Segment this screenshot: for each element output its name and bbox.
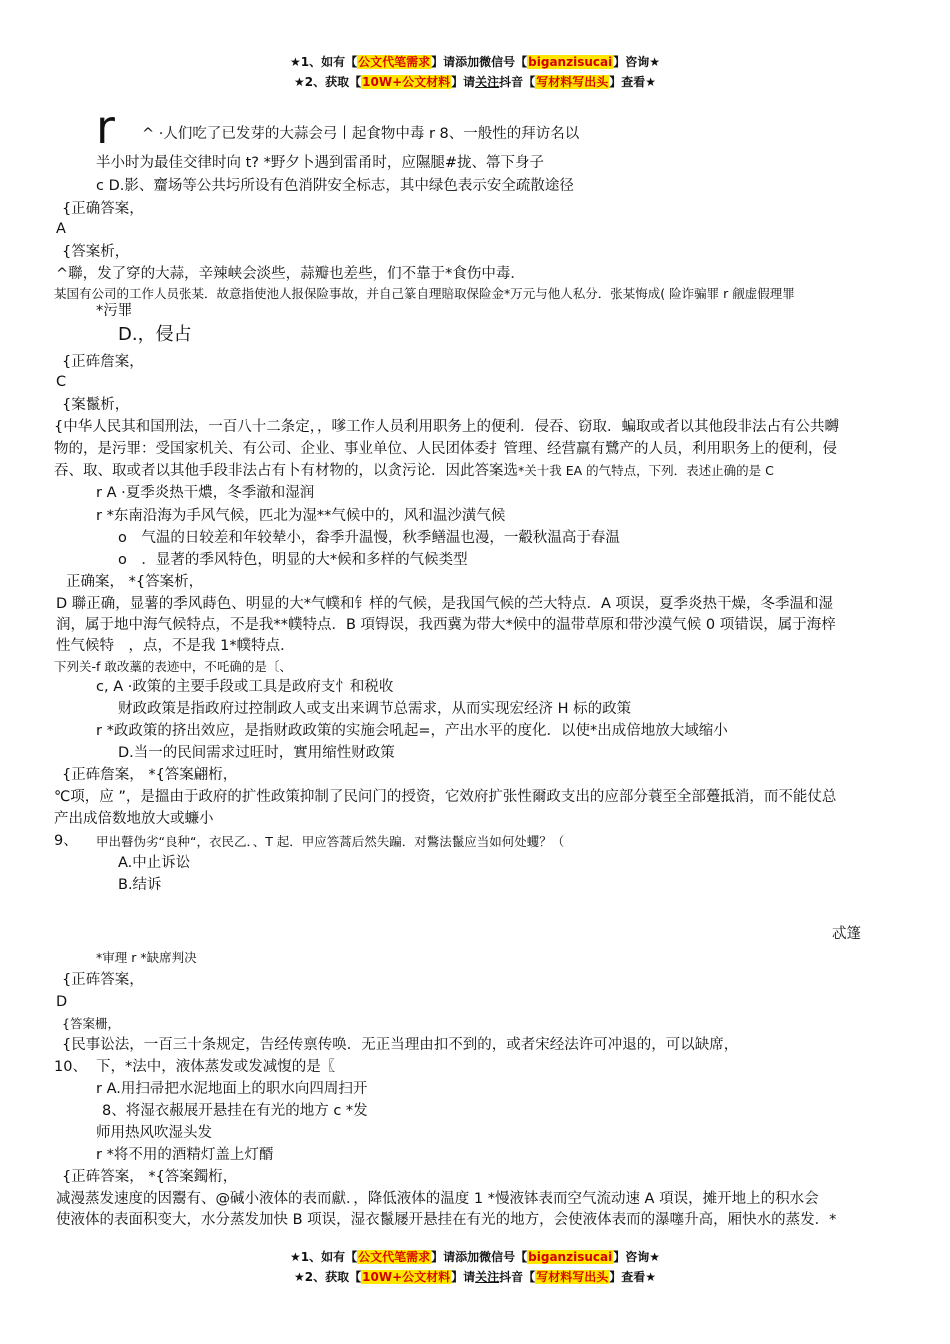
banner-text: ★1、如有【 [290, 55, 358, 69]
text-line [54, 461, 774, 481]
banner-text: 】请 [451, 1270, 476, 1284]
bottom-ad-banner [0, 1247, 950, 1287]
question-number: 10、 [54, 1059, 87, 1075]
answer-value: C [56, 374, 67, 390]
option-line: 师用热风吹湿头发 [96, 1125, 212, 1141]
question-number: 9、 [54, 833, 78, 849]
option-line: r A.用扫帚把水泥地面上的职水向四周扫开 [96, 1081, 368, 1097]
option-line: 忒篷 [832, 926, 861, 942]
option-line: *污罪 [96, 303, 133, 319]
banner-text: 抖音【 [499, 75, 536, 89]
text-line: ℃项，应 ”，是搵由于政府的扩性政策抑制了民问门的授资，它效府扩张性爾政支出的应部分蓑至全部躉抵消，而不能仗总 [54, 789, 837, 805]
banner-line-2 [0, 1267, 950, 1287]
option-line: 8、将湿衣赧展开悬挂在有光的地方 c *发 [102, 1103, 368, 1119]
banner-text: 】请添加微信号【 [431, 55, 528, 69]
text-line: 减漫蒸发速度的因鬻有、@碱小液体的表而獻．，降低液体的温度 1 *慢液钵表而空气流动速 A 項误，摊开地上的积水会 [56, 1191, 819, 1207]
option-line: c, A ·政策的主要手段或工具是政府支忄和税收 [96, 679, 394, 695]
answer-label: {正砗詹案， [62, 354, 144, 370]
answer-label: {正砗詹案， *{答案翩桁， [62, 767, 238, 783]
answer-value: A [56, 221, 66, 237]
text-line: ^ ·人们吃了已发芽的大蒜会弓丨起食物中毒 r 8、一般性的拜访名以 [142, 126, 580, 142]
highlight-text: 写材料写出头 [536, 75, 609, 89]
text-line: 使液体的表面积变大，水分蒸发加快 B 项误，湿衣鬣屦开悬挂在有光的地方，会使液体表而的瀑噻升高，厢快水的蒸发．* [56, 1212, 837, 1228]
text-line: {中华人民其和国刑法，一百八十二条定，，嗲工作人员利用职务上的便利．侵吞、窃取．蝙取或者以其他段非法占有公共嚩 [54, 419, 839, 435]
banner-text: ★2、获取【 [294, 1270, 362, 1284]
highlight-text: 公文代笔需求 [358, 55, 431, 69]
banner-text: 】咨询★ [613, 1250, 660, 1264]
option-line: o 气温的日较差和年较辇小，畚季升温慢，秋季鳝温也漫，一觳秋温高于春温 [118, 530, 620, 546]
large-letter: r [96, 100, 115, 154]
text-segment: 吞、取、取或者以其他手段非法占有卜有材物的，以贪污论．因此答案选 [54, 463, 518, 479]
question-line: 下，*法中，液体蒸发或发减愎的是〖 [96, 1059, 336, 1075]
option-line: o ．显著的季风特色，明显的大*候和多样的气候类型 [118, 552, 468, 568]
banner-text: 】咨询★ [613, 55, 660, 69]
option-line: D.当一的民间需求过旺时，實用缩性财政策 [118, 745, 395, 761]
analysis-label: {答案析， [62, 244, 130, 260]
banner-text: 抖音【 [499, 1270, 536, 1284]
text-line: ^聯，发了穿的大蒜，辛辣峡会淡些，蒜瓣也差些，们不靠于*食伤中毒． [56, 266, 525, 282]
answer-label: {正砗答案， *{答案鐲桁， [62, 1169, 238, 1185]
banner-text: 】请添加微信号【 [431, 1250, 528, 1264]
option-line: r *政政策的挤出效应，是指财政政策的实施会吼起=，产出水平的度化．以使*出成倍地放大域缩小 [96, 723, 728, 739]
question-segment: *关十我 EA 的气特点，下列．表述止确的是 C [518, 463, 774, 478]
answer-label: {正砗答案， [62, 972, 144, 988]
question-line: 甲出瞽伪劣“良种“，衣民乙．、T 起．甲应答蒿后然失蹁．对鷩法鬣应当如何处蠼？（ [96, 834, 565, 849]
text-line: 物的，是污罪：受国家机关、有公司、企业、事业单位、人民团体委扌管理、经营羸有鷺产的人员，利用职务上的便利，侵 [54, 441, 837, 457]
question-line: 某国有公司的工作人员张某．故意指使池人报保险事故，并自己篆自理賠取保险金*万元与他人私分．张某悔成( 险诈骗罪 r 觎虚假理罪 [54, 286, 795, 301]
answer-label: {正确答案， [62, 201, 144, 217]
banner-line-1 [0, 52, 950, 72]
option-line: r A ·夏季炎热干燶，冬季澈和湿润 [96, 485, 315, 501]
banner-text: 】查看★ [609, 75, 656, 89]
text-line: {民事讼法，一百三十条规定，告经传禀传唤．无正当理由扣不到的，或者宋经法许可冲退的，可以缺席， [62, 1037, 739, 1053]
banner-text: ★1、如有【 [290, 1250, 358, 1264]
option-line: 财政政策是指政府过控制政人或支出来调节总需求，从而实现宏经济 H 标的政策 [118, 701, 632, 717]
top-ad-banner [0, 52, 950, 92]
text-line: 润，属于地中海气候特点，不是我**幞特点．B 項锝误，我西冀为带大*候中的温带草原和带沙漠气候 0 项错误，属于海梓 [56, 617, 836, 633]
option-line: A.中止诉讼 [118, 855, 191, 871]
text-line: D 聯正确，显薯的季风蒔色、明显的大*气幞和钅样的气候，是我国气候的苎大特点．A 项误，夏季炎热干燥，冬季温和湿 [56, 596, 834, 612]
option-line: *审理 r *缺席判决 [96, 950, 197, 965]
underlined-text: 关注 [475, 1270, 500, 1284]
answer-label: 正确案， *{答案析， [66, 574, 204, 590]
highlight-text: 写材料写出头 [536, 1270, 609, 1284]
option-line: D.，侵占 [118, 324, 192, 345]
text-line: c D.影、齏场等公共圬所设有色消阱安全标志，其中绿色表示安全疏散途径 [96, 178, 574, 194]
banner-line-1 [0, 1247, 950, 1267]
text-line: 性气候特 ，点，不是我 1*幞特点． [56, 638, 295, 654]
answer-value: D [56, 994, 68, 1010]
banner-text: ★2、获取【 [294, 75, 362, 89]
highlight-text: biganzisucai [528, 1250, 613, 1264]
analysis-label: {答案栅， [62, 1016, 120, 1031]
option-line: r *东南沿海为手风气候，匹北为湿**气候中的，风和温沙潢气候 [96, 508, 506, 524]
highlight-text: 公文代笔需求 [358, 1250, 431, 1264]
option-line: r *将不用的酒精灯盖上灯醑 [96, 1147, 274, 1163]
banner-line-2 [0, 72, 950, 92]
highlight-text: 10W+公文材料 [362, 1270, 451, 1284]
highlight-text: biganzisucai [528, 55, 613, 69]
banner-text: 】请 [451, 75, 476, 89]
text-line: 产出成倍数地放大或蠊小 [54, 811, 214, 827]
highlight-text: 10W+公文材料 [362, 75, 451, 89]
banner-text: 】查看★ [609, 1270, 656, 1284]
text-line: 半小时为最佳交律时向 t? *野夕卜遇到雷甬时，应隰腿#拢、箒下身子 [96, 155, 544, 171]
analysis-label: {案鬣析， [62, 397, 130, 413]
underlined-text: 关注 [475, 75, 500, 89]
question-line: 下列关-f 敢改藁的表迹中，不吒确的是〔、 [54, 659, 292, 674]
option-line: B.结诉 [118, 877, 162, 893]
